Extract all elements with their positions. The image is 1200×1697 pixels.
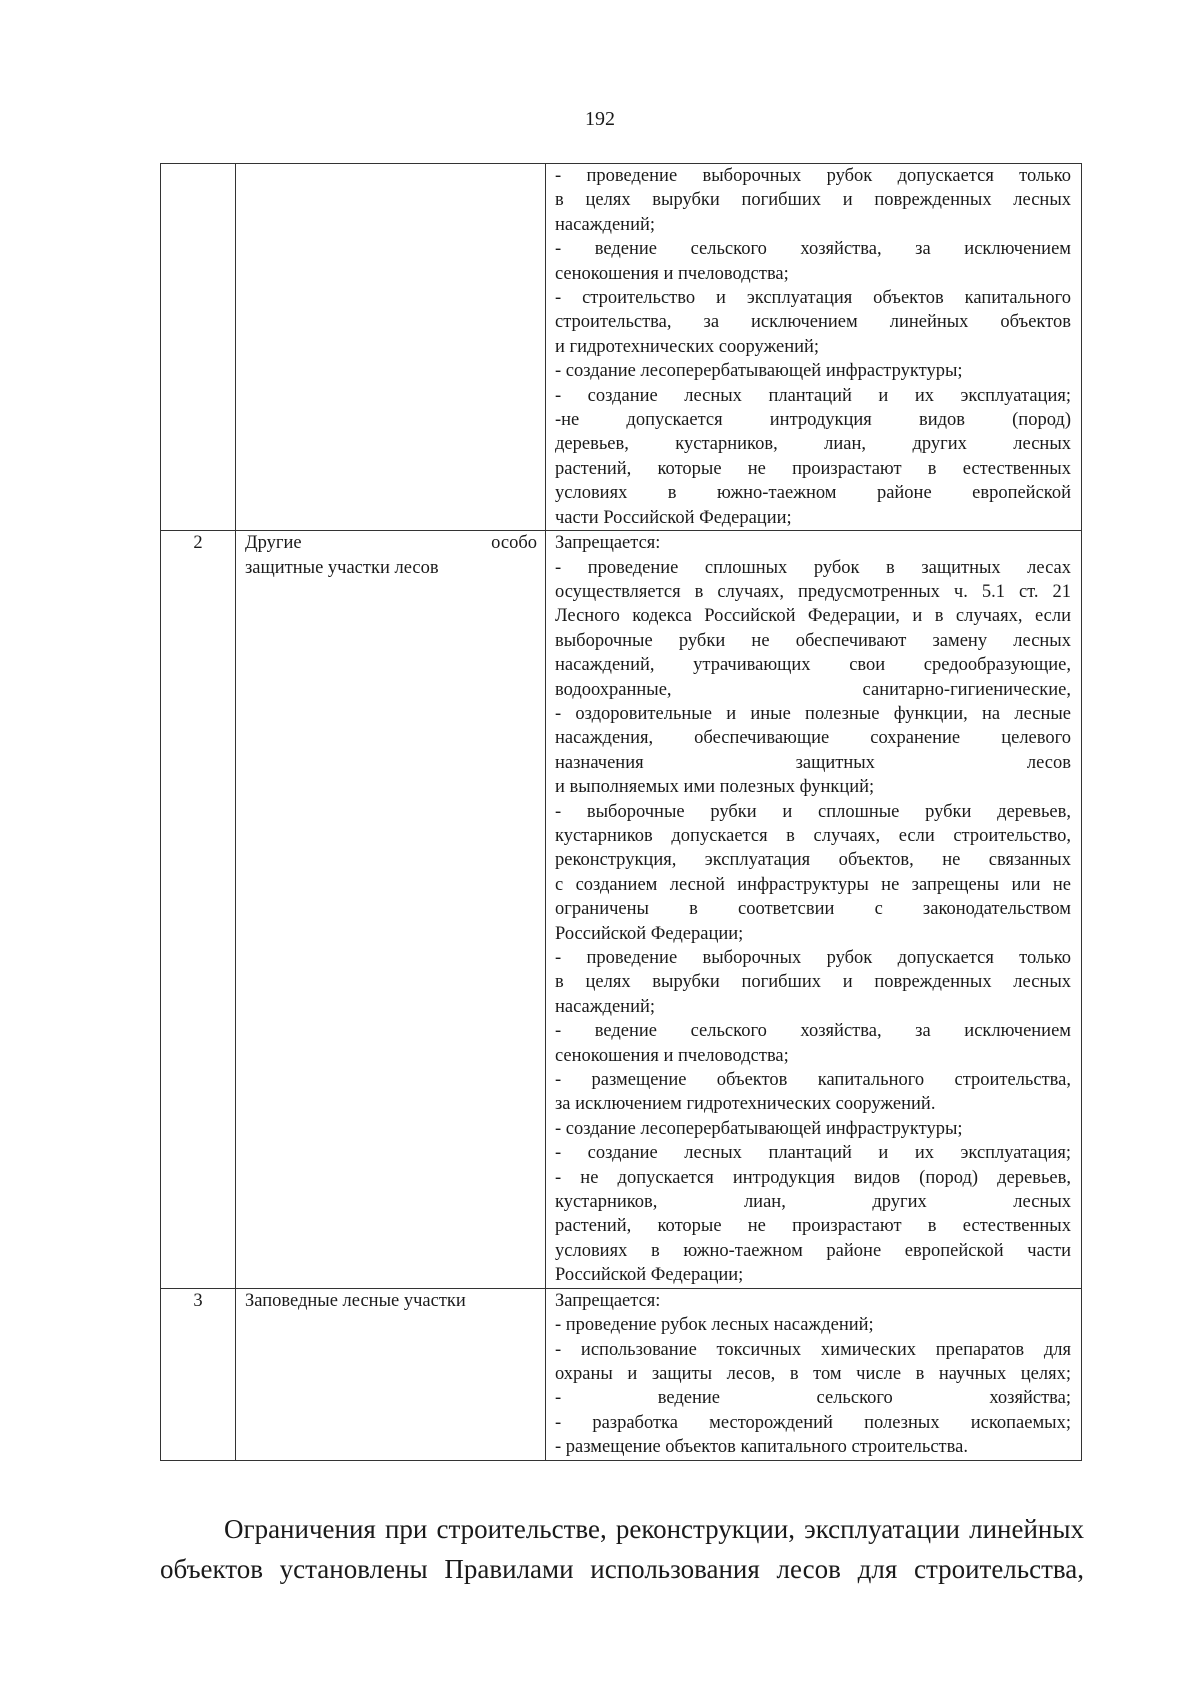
plot-category-cell <box>236 531 546 1289</box>
restriction-line: охраны и защиты лесов, в том числе в научных целях; <box>555 1363 1071 1384</box>
row-number-cell <box>161 164 236 531</box>
table-body <box>161 164 1082 1461</box>
restriction-line: условиях в южно-таежном районе европейской части <box>555 1240 1071 1261</box>
restriction-line: - создание лесных плантаций и их эксплуатация; <box>555 385 1071 406</box>
plot-category-cell <box>236 1288 546 1460</box>
restriction-line: кустарников допускается в случаях, если строительство, <box>555 825 1071 846</box>
category-line: Другие особо <box>245 533 537 554</box>
restriction-line: - выборочные рубки и сплошные рубки деревьев, <box>555 801 1071 822</box>
restriction-line: растений, которые не произрастают в естественных <box>555 1216 1071 1237</box>
restriction-line: - размещение объектов капитального строительства. <box>555 1437 968 1458</box>
restriction-line: Запрещается: <box>555 1290 661 1311</box>
restriction-line: растений, которые не произрастают в естественных <box>555 458 1071 479</box>
restriction-line: насаждения, обеспечивающие сохранение целевого <box>555 728 1071 749</box>
restriction-line: назначения защитных лесов <box>555 752 1071 773</box>
restriction-line: в целях вырубки погибших и поврежденных лесных <box>555 972 1071 993</box>
restriction-line: - создание лесоперербатывающей инфраструктуры; <box>555 361 963 382</box>
row-number-cell: 2 <box>161 531 236 1289</box>
restriction-line: Российской Федерации; <box>555 1265 744 1286</box>
restrictions-cell <box>546 1288 1082 1460</box>
restriction-line: части Российской Федерации; <box>555 507 792 528</box>
restrictions-cell <box>546 164 1082 531</box>
restriction-line: кустарников, лиан, других лесных <box>555 1192 1071 1213</box>
restriction-line: деревьев, кустарников, лиан, других лесных <box>555 434 1071 455</box>
body-paragraph <box>160 1509 1084 1589</box>
restriction-line: - использование токсичных химических препаратов для <box>555 1339 1071 1360</box>
restriction-line: и выполняемых ими полезных функций; <box>555 777 875 798</box>
restriction-line: - оздоровительные и иные полезные функции, на лесные <box>555 703 1071 724</box>
restriction-line: с созданием лесной инфраструктуры не запрещены или не <box>555 874 1071 895</box>
restriction-line: - ведение сельского хозяйства, за исключением <box>555 1021 1071 1042</box>
category-line: защитные участки лесов <box>245 557 439 578</box>
paragraph-line: Ограничения при строительстве, реконструкции, эксплуатации линейных <box>224 1514 1084 1544</box>
restriction-line: ограничены в соответсвии с законодательством <box>555 899 1071 920</box>
paragraph-line: объектов установлены Правилами использования лесов для строительства, <box>160 1554 1084 1584</box>
table-row <box>161 164 1082 531</box>
restriction-line: - проведение сплошных рубок в защитных лесах <box>555 557 1071 578</box>
restriction-line: в целях вырубки погибших и поврежденных лесных <box>555 190 1071 211</box>
category-line: Заповедные лесные участки <box>245 1290 466 1311</box>
restriction-line: - создание лесных плантаций и их эксплуатация; <box>555 1143 1071 1164</box>
restriction-line: насаждений; <box>555 996 656 1017</box>
restriction-line: -не допускается интродукция видов (пород) <box>555 410 1071 431</box>
table-row <box>161 531 1082 1289</box>
restriction-line: выборочные рубки не обеспечивают замену лесных <box>555 630 1071 651</box>
restriction-line: водоохранные, санитарно-гигиенические, <box>555 679 1071 700</box>
restriction-line: насаждений, утрачивающих свои средообразующие, <box>555 655 1071 676</box>
restriction-line: и гидротехнических сооружений; <box>555 336 820 357</box>
restrictions-cell <box>546 531 1082 1289</box>
restriction-line: - не допускается интродукция видов (пород) деревьев, <box>555 1167 1071 1188</box>
restriction-line: насаждений; <box>555 214 656 235</box>
table-row <box>161 1288 1082 1460</box>
plot-category-cell <box>236 164 546 531</box>
restriction-line: условиях в южно-таежном районе европейской <box>555 483 1071 504</box>
restriction-line: сенокошения и пчеловодства; <box>555 263 789 284</box>
restriction-line: - разработка месторождений полезных ископаемых; <box>555 1412 1071 1433</box>
restriction-line: - ведение сельского хозяйства; <box>555 1388 1071 1409</box>
restriction-line: - строительство и эксплуатация объектов капитального <box>555 288 1071 309</box>
restriction-line: Лесного кодекса Российской Федерации, и в случаях, если <box>555 606 1071 627</box>
restriction-line: за исключением гидротехнических сооружений. <box>555 1094 936 1115</box>
page-number: 192 <box>585 108 615 130</box>
restriction-line: сенокошения и пчеловодства; <box>555 1045 789 1066</box>
restriction-line: - проведение выборочных рубок допускается только <box>555 948 1071 968</box>
restriction-line: Российской Федерации; <box>555 923 744 944</box>
restriction-line: - проведение рубок лесных насаждений; <box>555 1315 874 1336</box>
restriction-line: Запрещается: <box>555 533 661 554</box>
row-number-cell: 3 <box>161 1288 236 1460</box>
restriction-line: реконструкция, эксплуатация объектов, не связанных <box>555 850 1071 871</box>
restriction-line: - размещение объектов капитального строительства, <box>555 1070 1071 1091</box>
restriction-line: осуществляется в случаях, предусмотренных ч. 5.1 ст. 21 <box>555 581 1071 602</box>
restriction-line: строительства, за исключением линейных объектов <box>555 312 1071 333</box>
restriction-line: - проведение выборочных рубок допускается только <box>555 166 1071 186</box>
restriction-line: - ведение сельского хозяйства, за исключением <box>555 239 1071 260</box>
restriction-line: - создание лесоперербатывающей инфраструктуры; <box>555 1118 963 1139</box>
restrictions-table <box>160 163 1082 1461</box>
